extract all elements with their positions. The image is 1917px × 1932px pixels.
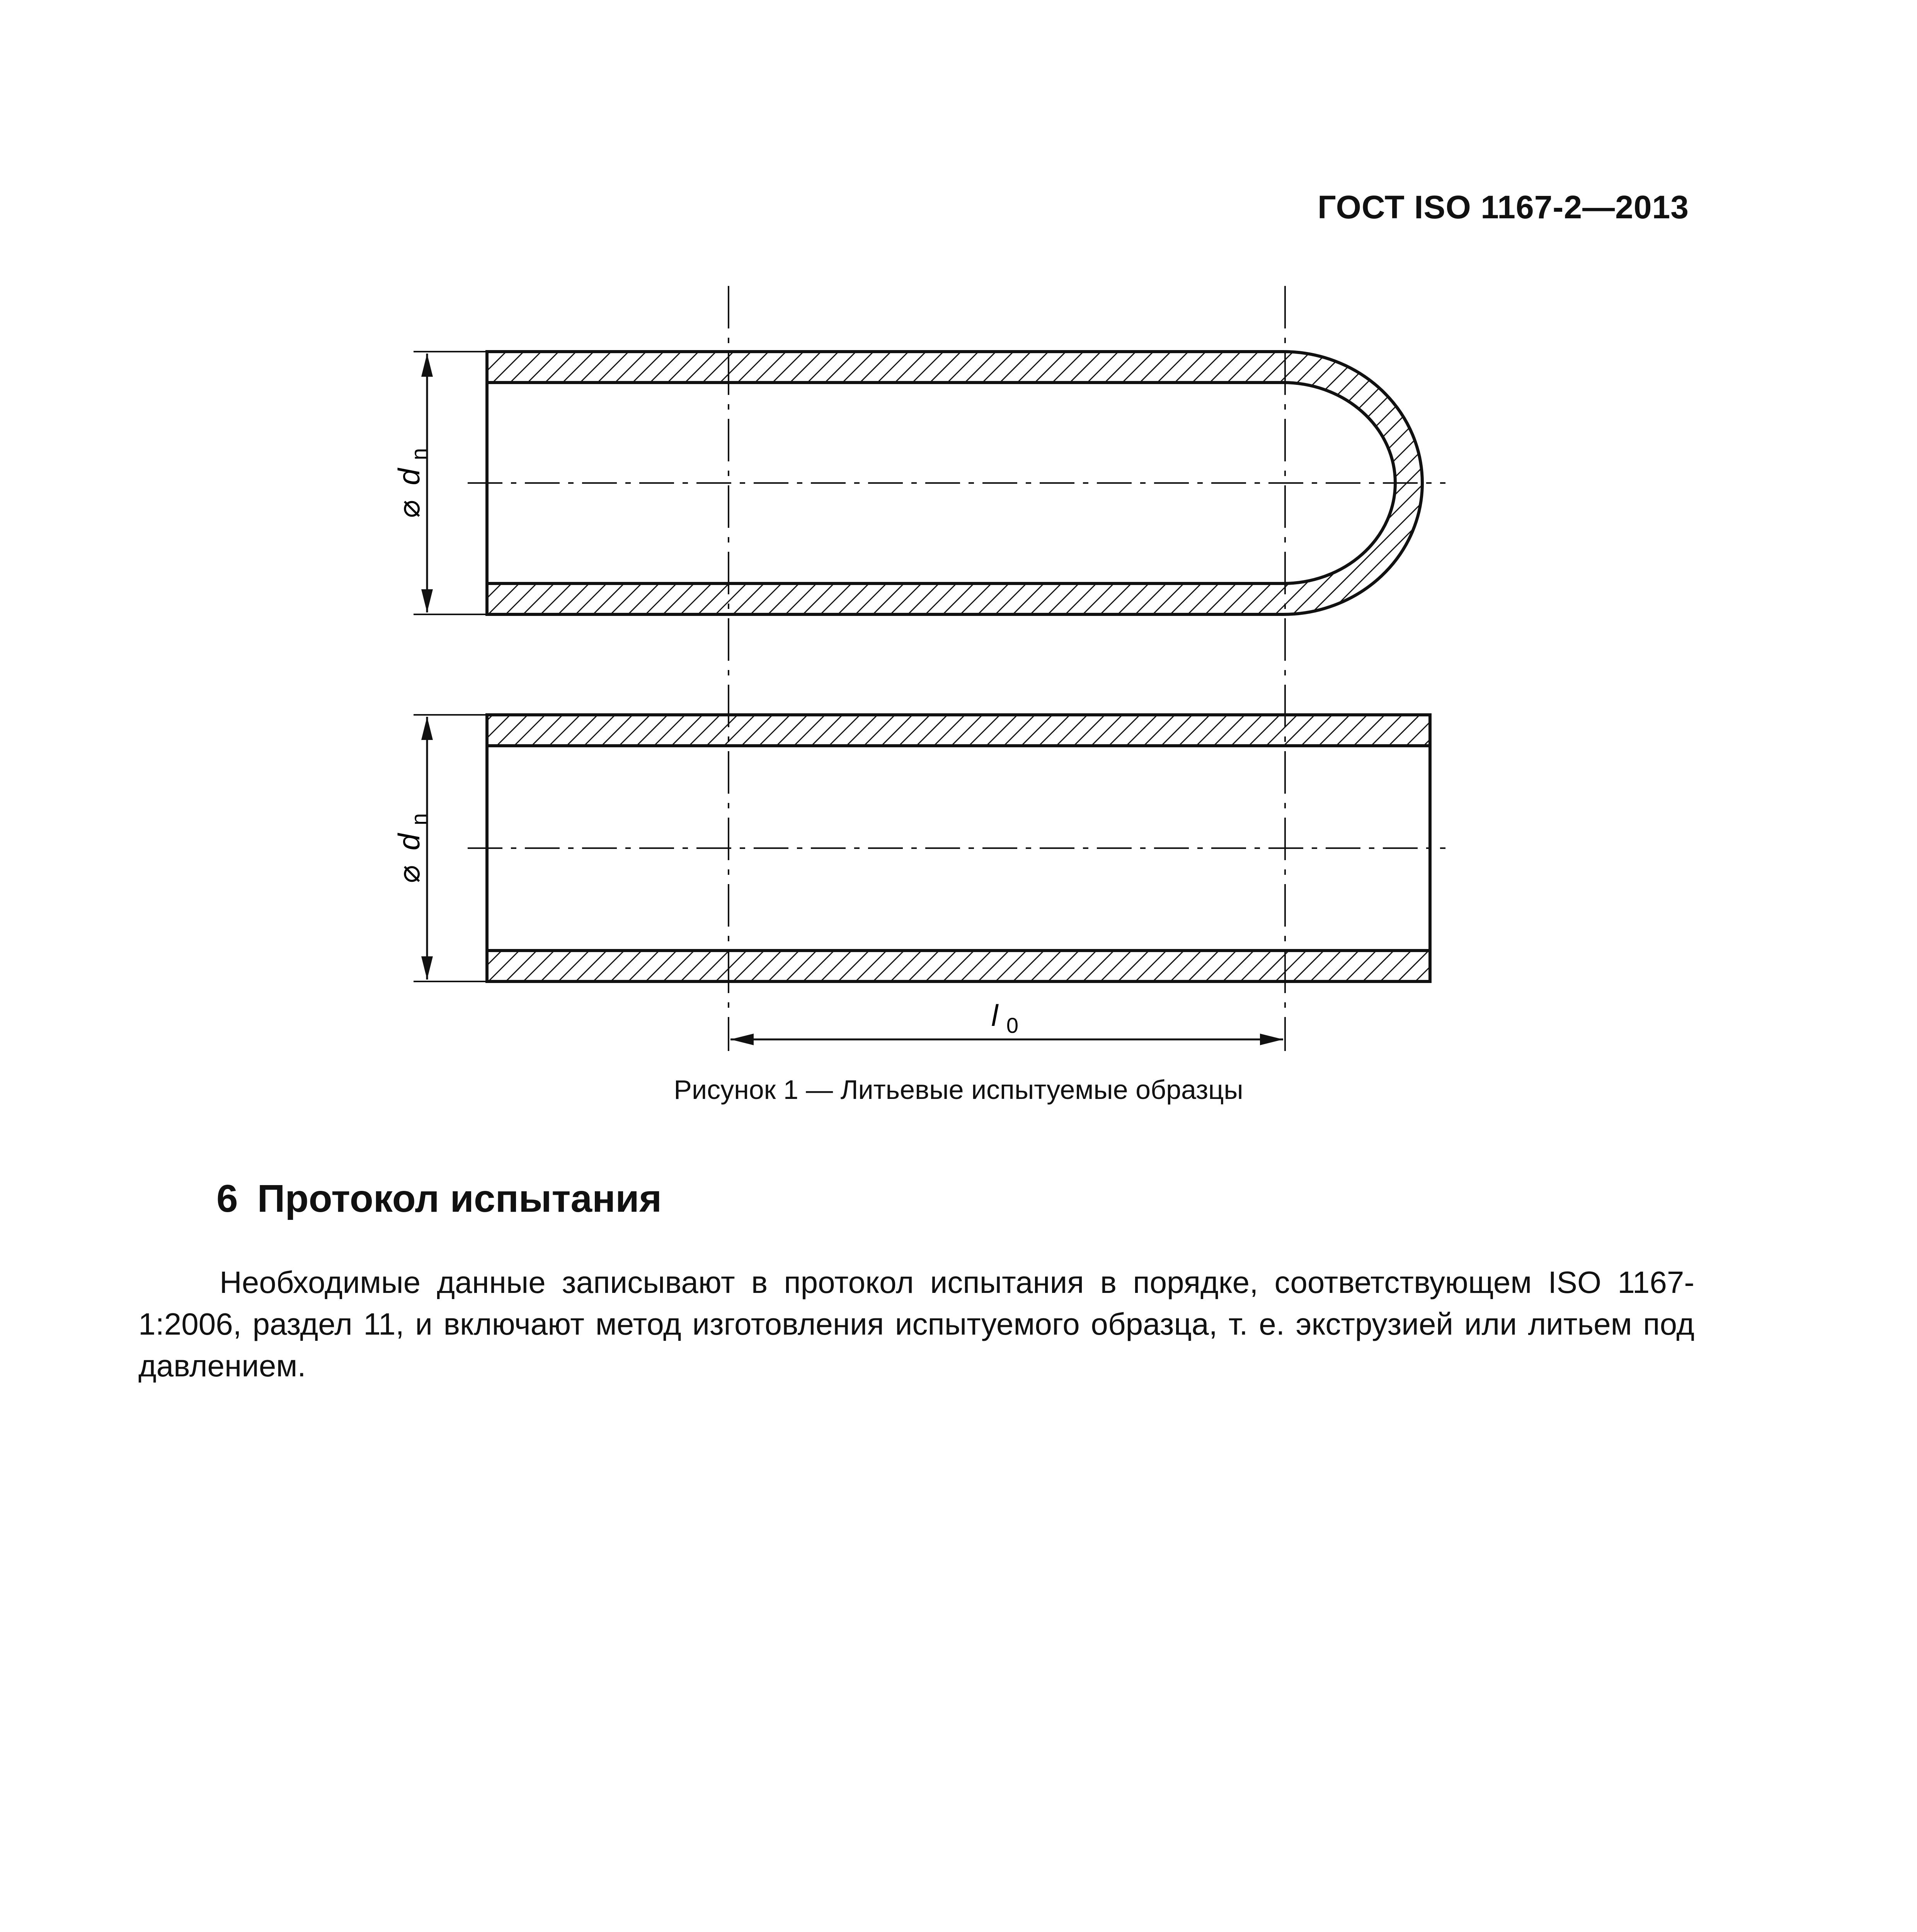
paragraph-text: Необходимые данные записывают в протокол испытания в порядке, соответствующем ISO 1167-1:2006, раздел 11, и включают метод изготовления испытуемого образца, т. е. экструзией или литьем под давлением. bbox=[138, 1265, 1694, 1383]
specimen-open-tube bbox=[392, 715, 1445, 981]
closed-end-diameter-label bbox=[392, 448, 431, 518]
diameter-subscript: n bbox=[407, 448, 431, 460]
body-paragraph bbox=[138, 1262, 1694, 1387]
diameter-symbol: ⌀ bbox=[392, 500, 426, 518]
length-subscript: 0 bbox=[1006, 1013, 1019, 1037]
diameter-variable: d bbox=[392, 833, 426, 850]
length-variable: l bbox=[991, 998, 998, 1032]
open-tube-bottom-wall bbox=[487, 951, 1430, 981]
open-tube-diameter-label bbox=[392, 813, 431, 883]
figure-caption: Рисунок 1 — Литьевые испытуемые образцы bbox=[674, 1075, 1243, 1105]
section-number: 6 bbox=[216, 1177, 238, 1220]
gauge-length-label bbox=[991, 998, 1018, 1037]
diameter-subscript: n bbox=[407, 813, 431, 825]
diameter-symbol: ⌀ bbox=[392, 865, 426, 883]
section-title: Протокол испытания bbox=[257, 1177, 662, 1220]
standard-header: ГОСТ ISO 1167-2—2013 bbox=[1318, 189, 1689, 225]
specimen-closed-end bbox=[392, 352, 1445, 614]
open-tube-top-wall bbox=[487, 715, 1430, 746]
section-heading bbox=[216, 1177, 662, 1221]
diameter-variable: d bbox=[392, 468, 426, 485]
